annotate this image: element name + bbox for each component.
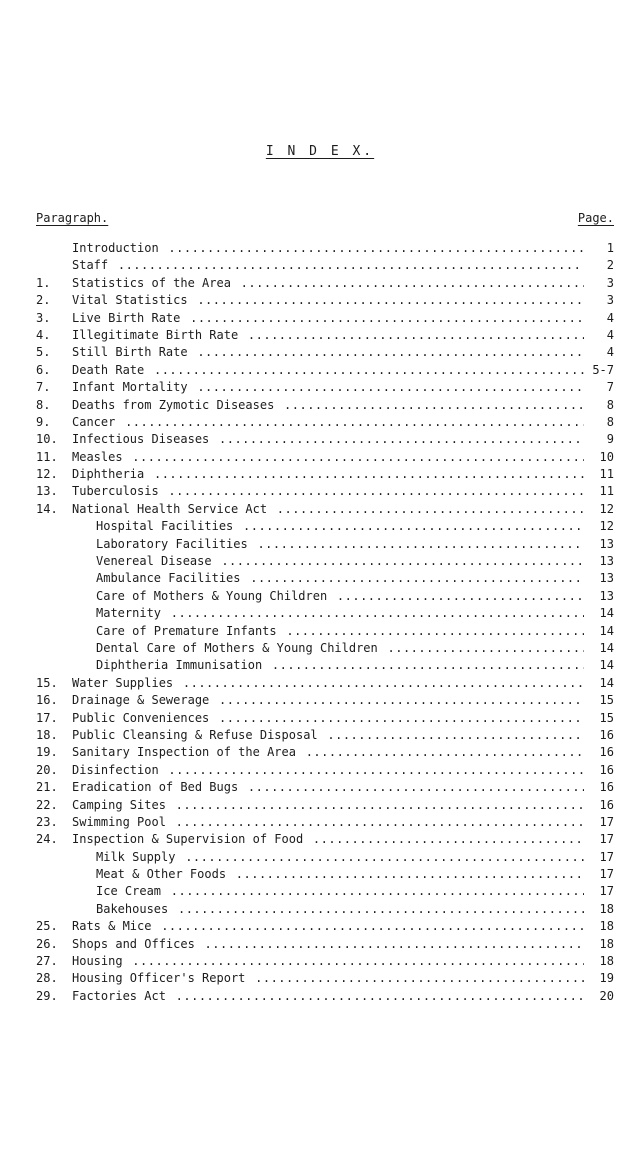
entry-page-number: 16: [599, 727, 614, 742]
entry-paragraph-number: 23.: [36, 814, 58, 829]
entry-paragraph-number: 1.: [36, 275, 51, 290]
entry-label: [72, 779, 584, 796]
entry-label-text: Ambulance Facilities: [96, 571, 241, 586]
entry-label-text: Deaths from Zymotic Diseases: [72, 397, 275, 412]
index-entry: [36, 710, 614, 727]
entry-label-text: Eradication of Bed Bugs: [72, 780, 239, 795]
entry-label: [96, 605, 584, 622]
entry-paragraph-number: 29.: [36, 988, 58, 1003]
index-entry: [36, 918, 614, 935]
entry-label: [72, 692, 584, 709]
entry-page-number: 17: [599, 849, 614, 864]
entry-paragraph-number: 17.: [36, 710, 58, 725]
entry-label-text: Care of Mothers & Young Children: [96, 588, 328, 603]
index-entry: [36, 797, 614, 814]
entry-label-text: Care of Premature Infants: [96, 623, 277, 638]
entry-page-number: 2: [606, 258, 614, 273]
entry-label-text: Public Conveniences: [72, 710, 210, 725]
entry-label: [72, 727, 584, 744]
entry-page-number: 4: [606, 310, 614, 325]
index-entry: [36, 397, 614, 414]
entry-label-text: Still Birth Rate: [72, 345, 188, 360]
entry-label: [96, 553, 584, 570]
entry-page-number: 14: [599, 640, 614, 655]
entry-page-number: 13: [599, 536, 614, 551]
entry-label-text: Live Birth Rate: [72, 310, 181, 325]
entry-label-text: Swimming Pool: [72, 814, 166, 829]
index-entry: [36, 518, 614, 535]
entry-label-text: Staff: [72, 258, 109, 273]
entry-label: [72, 327, 584, 344]
entry-page-number: 8: [606, 397, 614, 412]
entry-label-text: Tuberculosis: [72, 484, 159, 499]
index-entry: [36, 414, 614, 431]
entry-page-number: 17: [599, 832, 614, 847]
index-entry: [36, 623, 614, 640]
index-entry: [36, 831, 614, 848]
entry-label-text: Inspection & Supervision of Food: [72, 832, 304, 847]
index-entry: [36, 536, 614, 553]
entry-page-number: 4: [606, 345, 614, 360]
entry-paragraph-number: 11.: [36, 449, 58, 464]
entry-page-number: 14: [599, 658, 614, 673]
paragraph-column-header: [36, 211, 108, 225]
index-entry: [36, 953, 614, 970]
index-entry: [36, 727, 614, 744]
index-entry: [36, 257, 614, 274]
entry-paragraph-number: 13.: [36, 484, 58, 499]
entry-label-text: Ice Cream: [96, 884, 162, 899]
entry-paragraph-number: 3.: [36, 310, 51, 325]
entry-paragraph-number: 21.: [36, 780, 58, 795]
entry-label-text: Housing Officer's Report: [72, 971, 246, 986]
entry-page-number: 16: [599, 797, 614, 812]
entry-label: [96, 640, 584, 657]
index-entry: [36, 988, 614, 1005]
entry-label: [96, 849, 584, 866]
entry-page-number: 3: [606, 275, 614, 290]
entry-page-number: 15: [599, 710, 614, 725]
entry-label: [72, 240, 584, 257]
entry-label: [96, 901, 584, 918]
entry-label: [72, 744, 584, 761]
index-entry: [36, 657, 614, 674]
entry-label: [72, 814, 584, 831]
entry-page-number: 12: [599, 519, 614, 534]
entry-label-text: Sanitary Inspection of the Area: [72, 745, 296, 760]
entry-label: [72, 257, 584, 274]
index-entry: [36, 744, 614, 761]
entry-page-number: 1: [606, 241, 614, 255]
entry-page-number: 17: [599, 814, 614, 829]
entry-label-text: National Health Service Act: [72, 501, 268, 516]
entry-label-text: Illegitimate Birth Rate: [72, 327, 239, 342]
entry-label: [72, 953, 584, 970]
index-entry: [36, 640, 614, 657]
index-entries: [36, 240, 614, 1005]
entry-label-text: Maternity: [96, 606, 162, 621]
entry-label: [72, 918, 584, 935]
page-column-header: [578, 211, 614, 225]
entry-label: [72, 344, 584, 361]
index-entry: [36, 431, 614, 448]
entry-paragraph-number: 25.: [36, 919, 58, 934]
index-entry: [36, 866, 614, 883]
entry-paragraph-number: 9.: [36, 414, 51, 429]
index-entry: [36, 849, 614, 866]
entry-label: [72, 310, 584, 327]
entry-label: [72, 275, 584, 292]
entry-page-number: 20: [599, 988, 614, 1003]
index-entry: [36, 762, 614, 779]
entry-label-text: Infant Mortality: [72, 380, 188, 395]
entry-label-text: Shops and Offices: [72, 936, 195, 951]
index-entry: [36, 310, 614, 327]
entry-label-text: Public Cleansing & Refuse Disposal: [72, 727, 318, 742]
index-entry: [36, 970, 614, 987]
entry-label-text: Meat & Other Foods: [96, 867, 227, 882]
entry-page-number: 12: [599, 501, 614, 516]
entry-page-number: 17: [599, 867, 614, 882]
entry-label-text: Bakehouses: [96, 901, 169, 916]
entry-page-number: 15: [599, 693, 614, 708]
entry-page-number: 8: [606, 414, 614, 429]
entry-label-text: Factories Act: [72, 988, 166, 1003]
entry-page-number: 13: [599, 571, 614, 586]
entry-label: [72, 379, 584, 396]
index-entry: [36, 570, 614, 587]
entry-label-text: Hospital Facilities: [96, 519, 234, 534]
entry-label: [72, 988, 584, 1005]
entry-label-text: Measles: [72, 449, 123, 464]
entry-page-number: 16: [599, 745, 614, 760]
entry-page-number: 16: [599, 762, 614, 777]
entry-label-text: Disinfection: [72, 762, 159, 777]
entry-paragraph-number: 8.: [36, 397, 51, 412]
index-entry: [36, 883, 614, 900]
entry-label: [96, 536, 584, 553]
index-entry: [36, 675, 614, 692]
entry-label-text: Death Rate: [72, 362, 145, 377]
entry-label: [96, 657, 584, 674]
index-entry: [36, 292, 614, 309]
entry-label-text: Diphtheria Immunisation: [96, 658, 263, 673]
entry-label: [96, 866, 584, 883]
entry-page-number: 14: [599, 606, 614, 621]
entry-paragraph-number: 14.: [36, 501, 58, 516]
entry-page-number: 18: [599, 901, 614, 916]
entry-paragraph-number: 10.: [36, 432, 58, 447]
entry-paragraph-number: 6.: [36, 362, 51, 377]
entry-label: [72, 414, 584, 431]
entry-paragraph-number: 24.: [36, 832, 58, 847]
index-entry: [36, 936, 614, 953]
entry-label: [72, 970, 584, 987]
entry-label: [72, 762, 584, 779]
entry-label: [72, 710, 584, 727]
entry-paragraph-number: 2.: [36, 293, 51, 308]
entry-page-number: 13: [599, 588, 614, 603]
entry-paragraph-number: 7.: [36, 380, 51, 395]
entry-label-text: Milk Supply: [96, 849, 176, 864]
entry-page-number: 9: [606, 432, 614, 447]
entry-paragraph-number: 22.: [36, 797, 58, 812]
index-entry: [36, 362, 614, 379]
entry-label: [72, 397, 584, 414]
index-entry: [36, 327, 614, 344]
entry-label-text: Rats & Mice: [72, 919, 152, 934]
entry-paragraph-number: 4.: [36, 327, 51, 342]
entry-page-number: 5-7: [592, 362, 614, 377]
entry-paragraph-number: 18.: [36, 727, 58, 742]
entry-label: [72, 466, 584, 483]
entry-label: [96, 518, 584, 535]
entry-page-number: 10: [599, 449, 614, 464]
paragraph-header-text: Paragraph.: [36, 211, 109, 225]
entry-label-text: Introduction: [72, 241, 159, 255]
entry-paragraph-number: 5.: [36, 345, 51, 360]
entry-paragraph-number: 27.: [36, 954, 58, 969]
index-entry: [36, 901, 614, 918]
entry-paragraph-number: 16.: [36, 693, 58, 708]
entry-paragraph-number: 15.: [36, 675, 58, 690]
index-entry: [36, 379, 614, 396]
index-entry: [36, 466, 614, 483]
entry-label-text: Cancer: [72, 414, 116, 429]
entry-page-number: 3: [606, 293, 614, 308]
index-entry: [36, 483, 614, 500]
index-entry: [36, 779, 614, 796]
index-entry: [36, 814, 614, 831]
entry-label-text: Venereal Disease: [96, 554, 212, 569]
entry-label: [72, 449, 584, 466]
page-title: [0, 144, 640, 159]
entry-label-text: Drainage & Sewerage: [72, 693, 210, 708]
entry-page-number: 18: [599, 919, 614, 934]
entry-label-text: Dental Care of Mothers & Young Children: [96, 640, 378, 655]
entry-label-text: Water Supplies: [72, 675, 174, 690]
entry-label: [72, 831, 584, 848]
entry-page-number: 13: [599, 554, 614, 569]
index-entry: [36, 692, 614, 709]
entry-page-number: 7: [606, 380, 614, 395]
entry-label: [72, 675, 584, 692]
entry-paragraph-number: 20.: [36, 762, 58, 777]
index-entry: [36, 501, 614, 518]
entry-label: [72, 362, 584, 379]
entry-label-text: Statistics of the Area: [72, 275, 231, 290]
entry-label: [72, 501, 584, 518]
entry-paragraph-number: 12.: [36, 467, 58, 482]
page-header-text: Page.: [577, 211, 614, 225]
entry-label: [72, 936, 584, 953]
entry-page-number: 17: [599, 884, 614, 899]
entry-page-number: 18: [599, 936, 614, 951]
entry-page-number: 14: [599, 623, 614, 638]
entry-label-text: Vital Statistics: [72, 293, 188, 308]
entry-paragraph-number: 28.: [36, 971, 58, 986]
page-title-text: I N D E X.: [265, 144, 375, 159]
entry-page-number: 11: [599, 467, 614, 482]
entry-page-number: 4: [606, 327, 614, 342]
entry-label-text: Laboratory Facilities: [96, 536, 248, 551]
entry-label-text: Housing: [72, 954, 123, 969]
entry-page-number: 14: [599, 675, 614, 690]
entry-label: [96, 883, 584, 900]
entry-label-text: Infectious Diseases: [72, 432, 210, 447]
entry-page-number: 18: [599, 954, 614, 969]
entry-paragraph-number: 26.: [36, 936, 58, 951]
index-entry: [36, 344, 614, 361]
entry-page-number: 16: [599, 780, 614, 795]
entry-page-number: 19: [599, 971, 614, 986]
index-entry: [36, 275, 614, 292]
entry-page-number: 11: [599, 484, 614, 499]
entry-label: [96, 588, 584, 605]
entry-label: [72, 797, 584, 814]
entry-label: [72, 292, 584, 309]
entry-label: [72, 483, 584, 500]
entry-label-text: Diphtheria: [72, 467, 145, 482]
index-entry: [36, 588, 614, 605]
index-entry: [36, 605, 614, 622]
entry-label: [72, 431, 584, 448]
index-entry: [36, 553, 614, 570]
entry-paragraph-number: 19.: [36, 745, 58, 760]
entry-label-text: Camping Sites: [72, 797, 166, 812]
index-entry: [36, 449, 614, 466]
index-entry: [36, 240, 614, 257]
entry-label: [96, 623, 584, 640]
entry-label: [96, 570, 584, 587]
